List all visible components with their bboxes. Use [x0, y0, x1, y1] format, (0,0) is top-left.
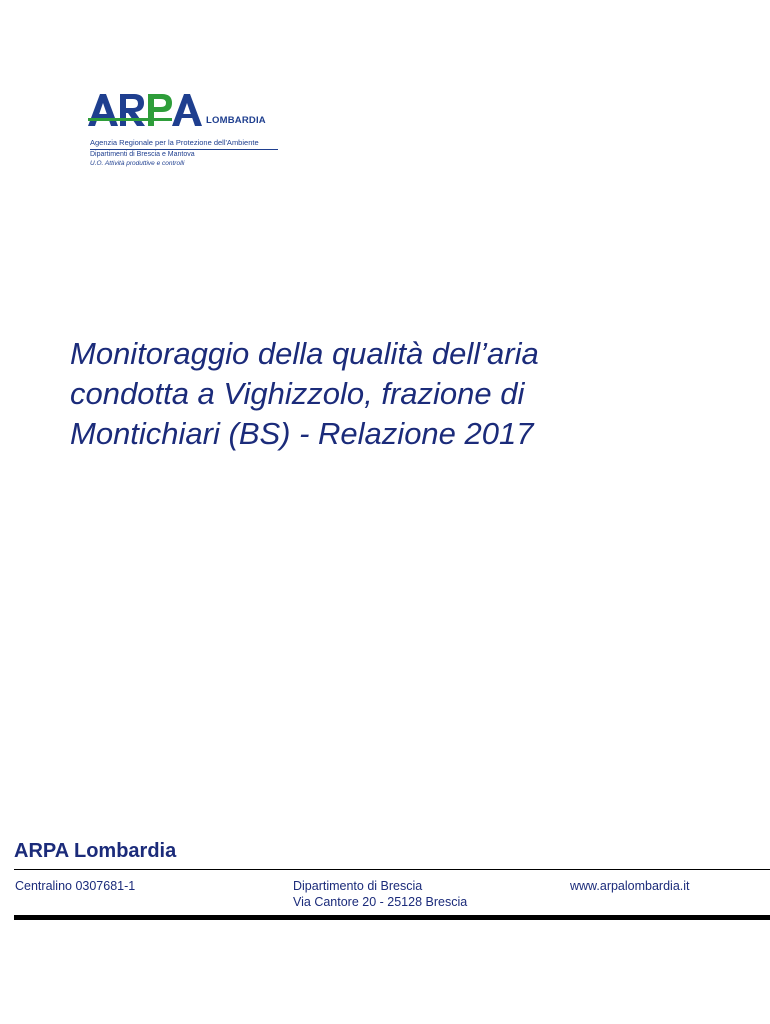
document-title-line-1: Monitoraggio della qualità dell’aria: [70, 336, 539, 371]
footer-website-link[interactable]: www.arpalombardia.it: [570, 879, 690, 893]
logo-unit: U.O. Attività produttive e controlli: [90, 160, 185, 167]
footer-address: Via Cantore 20 - 25128 Brescia: [293, 895, 468, 909]
logo-region: LOMBARDIA: [206, 115, 266, 126]
footer-phone: Centralino 0307681-1: [15, 879, 136, 893]
arpa-logo-mark: [86, 88, 204, 136]
logo-divider: [90, 149, 278, 150]
document-title-line-3: Montichiari (BS) - Relazione 2017: [70, 416, 534, 451]
logo-department: Dipartimenti di Brescia e Mantova: [90, 151, 195, 158]
document-title: [70, 334, 670, 454]
logo-agency-name: Agenzia Regionale per la Protezione dell'Ambiente: [90, 138, 259, 147]
footer-department: Dipartimento di Brescia: [293, 879, 423, 893]
document-title-line-2: condotta a Vighizzolo, frazione di: [70, 376, 525, 411]
footer-bottom-bar: [14, 915, 770, 920]
footer-divider: [14, 869, 770, 870]
arpa-lombardia-logo: [86, 88, 286, 178]
footer-org-name: ARPA Lombardia: [14, 840, 177, 862]
